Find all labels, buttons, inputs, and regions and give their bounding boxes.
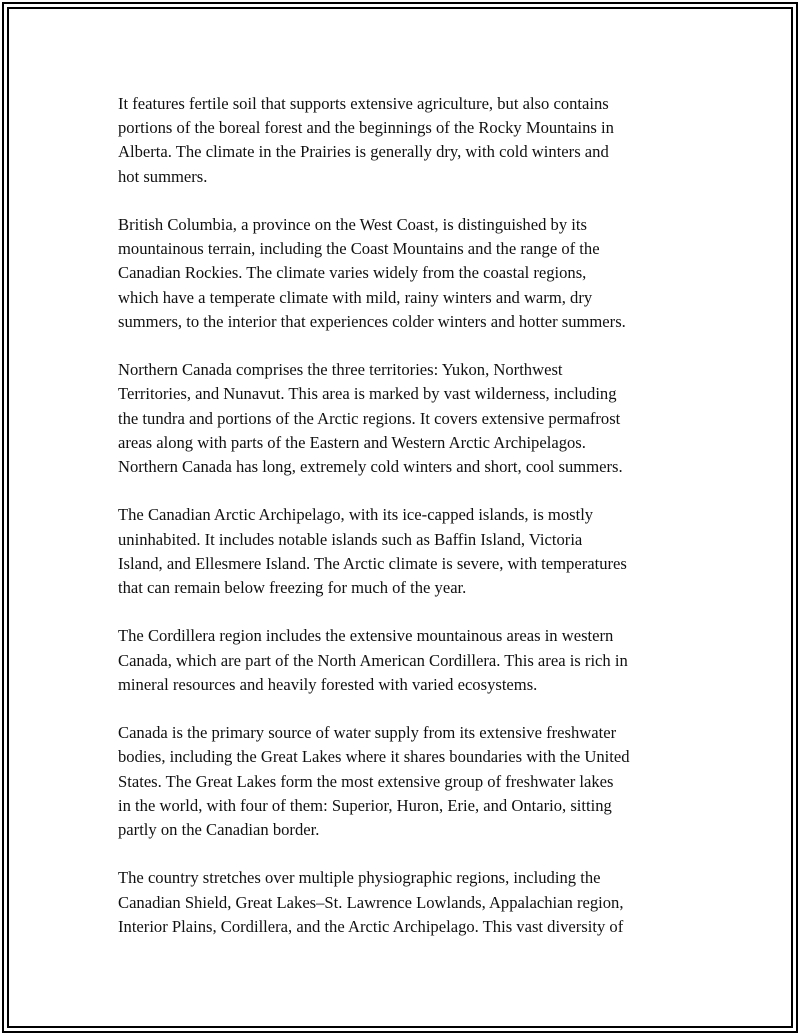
text-line: Canada is the primary source of water supply from its extensive freshwater — [118, 723, 617, 743]
text-line: The country stretches over multiple physiographic regions, including the — [118, 868, 601, 888]
text-line: bodies, including the Great Lakes where it shares boundaries with the United — [118, 747, 630, 767]
text-line: hot summers. — [118, 166, 208, 186]
text-line: Canadian Shield, Great Lakes–St. Lawrence Lowlands, Appalachian region, — [118, 892, 624, 912]
text-line: British Columbia, a province on the West Coast, is distinguished by its — [118, 215, 587, 234]
text-line: areas along with parts of the Eastern and Western Arctic Archipelagos. — [118, 432, 586, 452]
text-line: portions of the boreal forest and the beginnings of the Rocky Mountains in — [118, 118, 614, 138]
paragraph-british-columbia — [118, 213, 698, 334]
text-line: which have a temperate climate with mild, rainy winters and warm, dry — [118, 287, 593, 307]
paragraph-water-supply — [118, 721, 698, 842]
text-line: in the world, with four of them: Superior, Huron, Erie, and Ontario, sitting — [118, 795, 612, 815]
text-line: Northern Canada has long, extremely cold winters and short, cool summers. — [118, 457, 623, 477]
paragraph-northern-canada — [118, 358, 698, 479]
document-body — [118, 92, 698, 963]
paragraph-cordillera — [118, 624, 698, 697]
text-line: The Canadian Arctic Archipelago, with its ice-capped islands, is mostly — [118, 505, 594, 525]
text-line: States. The Great Lakes form the most extensive group of freshwater lakes — [118, 771, 614, 791]
paragraph-prairies — [118, 92, 698, 189]
text-line: Interior Plains, Cordillera, and the Arctic Archipelago. This vast diversity of — [118, 916, 624, 936]
paragraph-physiographic-regions — [118, 866, 698, 939]
text-line: uninhabited. It includes notable islands such as Baffin Island, Victoria — [118, 529, 583, 549]
text-line: summers, to the interior that experiences colder winters and hotter summers. — [118, 311, 626, 331]
text-line: mineral resources and heavily forested with varied ecosystems. — [118, 674, 538, 694]
text-line: Northern Canada comprises the three territories: Yukon, Northwest — [118, 360, 563, 380]
text-line: Territories, and Nunavut. This area is marked by vast wilderness, including — [118, 384, 617, 404]
text-line: It features fertile soil that supports extensive agriculture, but also contains — [118, 94, 609, 113]
text-line: Canada, which are part of the North American Cordillera. This area is rich in — [118, 650, 628, 670]
text-line: Alberta. The climate in the Prairies is generally dry, with cold winters and — [118, 142, 609, 162]
text-line: The Cordillera region includes the extensive mountainous areas in western — [118, 626, 614, 646]
text-line: mountainous terrain, including the Coast Mountains and the range of the — [118, 239, 600, 259]
text-line: Canadian Rockies. The climate varies widely from the coastal regions, — [118, 263, 587, 283]
text-line: partly on the Canadian border. — [118, 820, 320, 840]
text-line: Island, and Ellesmere Island. The Arctic climate is severe, with temperatures — [118, 553, 627, 573]
text-line: that can remain below freezing for much of the year. — [118, 578, 467, 598]
text-line: the tundra and portions of the Arctic regions. It covers extensive permafrost — [118, 408, 621, 428]
paragraph-arctic-archipelago — [118, 503, 698, 600]
